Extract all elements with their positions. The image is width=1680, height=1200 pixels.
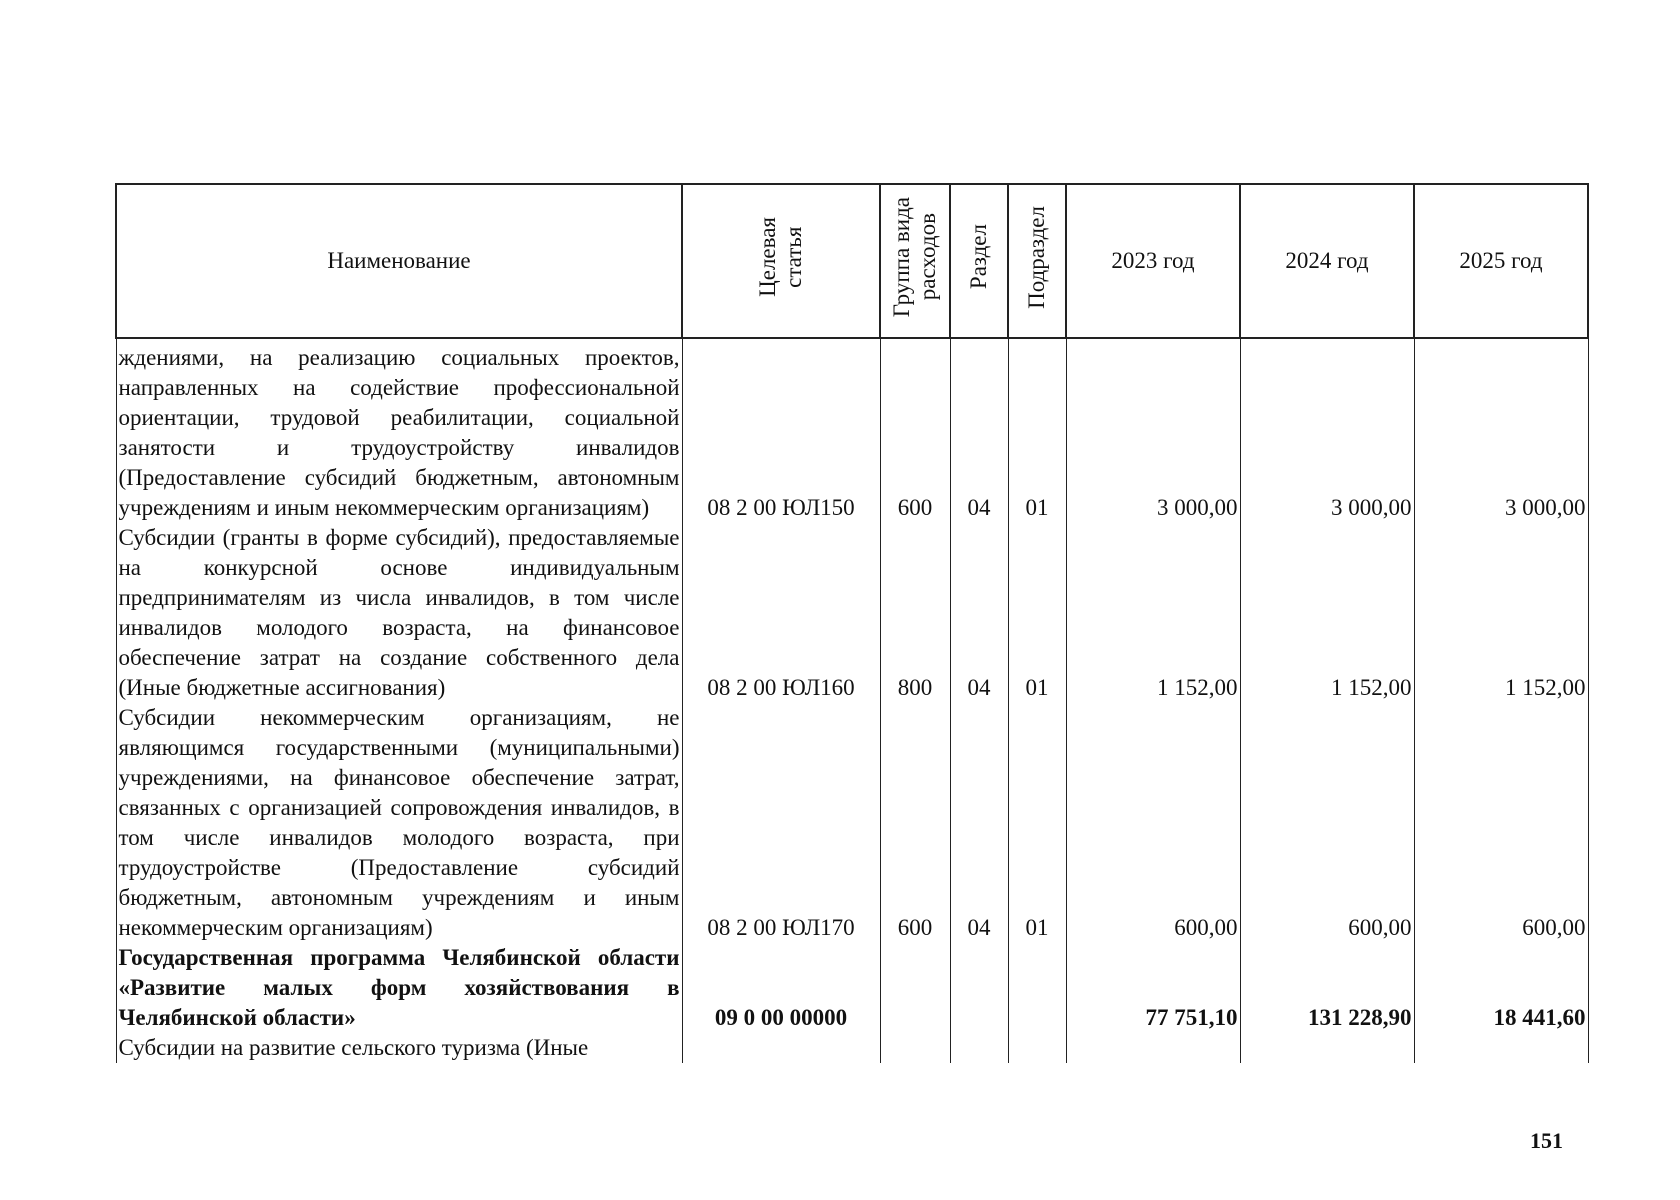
- row-value-2025: [1414, 1033, 1588, 1063]
- table-header-row: [116, 184, 1588, 338]
- row-target-article: 09 0 00 00000: [682, 943, 880, 1033]
- row-value-2023: 600,00: [1066, 703, 1240, 943]
- row-name: Субсидии (гранты в форме субсидий), предоставляемые на конкурсной основе индивидуальным предпринимателям из числа инвалидов, в том числе инвалидов молодого возраста, на финансовое обеспечение затрат на создание собственного дела (Иные бюджетные ассигнования): [116, 523, 682, 703]
- row-name: Государственная программа Челябинской области «Развитие малых форм хозяйствования в Челябинской области»: [116, 943, 682, 1033]
- table-row: [116, 343, 1588, 523]
- header-year-2025: 2025 год: [1414, 184, 1588, 338]
- row-section: [950, 1033, 1008, 1063]
- row-target-article: [682, 1033, 880, 1063]
- table-row: [116, 703, 1588, 943]
- budget-table-sheet: [115, 183, 1587, 1103]
- row-value-2024: 1 152,00: [1240, 523, 1414, 703]
- row-value-2024: 3 000,00: [1240, 343, 1414, 523]
- row-value-2024: [1240, 1033, 1414, 1063]
- header-year-2024: 2024 год: [1240, 184, 1414, 338]
- row-target-article: 08 2 00 ЮЛ160: [682, 523, 880, 703]
- row-value-2025: 1 152,00: [1414, 523, 1588, 703]
- row-value-2025: 600,00: [1414, 703, 1588, 943]
- header-expense-group: Группа вида расходов: [880, 184, 950, 338]
- header-name: Наименование: [116, 184, 682, 338]
- header-target-article: Целевая статья: [682, 184, 880, 338]
- row-value-2023: 77 751,10: [1066, 943, 1240, 1033]
- row-expense-group: 600: [880, 343, 950, 523]
- header-year-2023: 2023 год: [1066, 184, 1240, 338]
- row-section: 04: [950, 703, 1008, 943]
- row-subsection: 01: [1008, 523, 1066, 703]
- row-expense-group: 800: [880, 523, 950, 703]
- table-row-program-total: [116, 943, 1588, 1033]
- row-value-2023: [1066, 1033, 1240, 1063]
- row-section: 04: [950, 523, 1008, 703]
- row-value-2024: 600,00: [1240, 703, 1414, 943]
- row-expense-group: [880, 1033, 950, 1063]
- row-name: ждениями, на реализацию социальных проектов, направленных на содействие профессиональной ориентации, трудовой реабилитации, социальной занятости и трудоустройству инвалидов (Предоставление субсидий бюджетным, автономным учреждениям и иным некоммерческим организациям): [116, 343, 682, 523]
- row-subsection: [1008, 943, 1066, 1033]
- row-expense-group: [880, 943, 950, 1033]
- row-name: Субсидии на развитие сельского туризма (Иные: [116, 1033, 682, 1063]
- row-value-2025: 18 441,60: [1414, 943, 1588, 1033]
- row-subsection: [1008, 1033, 1066, 1063]
- page-number: 151: [1530, 1128, 1563, 1153]
- row-target-article: 08 2 00 ЮЛ170: [682, 703, 880, 943]
- row-section: [950, 943, 1008, 1033]
- table-row: [116, 523, 1588, 703]
- row-value-2024: 131 228,90: [1240, 943, 1414, 1033]
- row-value-2025: 3 000,00: [1414, 343, 1588, 523]
- row-expense-group: 600: [880, 703, 950, 943]
- header-section: Раздел: [950, 184, 1008, 338]
- row-subsection: 01: [1008, 343, 1066, 523]
- row-name: Субсидии некоммерческим организациям, не являющимся государственными (муниципальными) учреждениями, на финансовое обеспечение затрат, связанных с организацией сопровождения инвалидов, в том числе инвалидов молодого возраста, при трудоустройстве (Предоставление субсидий бюджетным, автономным учреждениям и иным некоммерческим организациям): [116, 703, 682, 943]
- header-subsection: Подраздел: [1008, 184, 1066, 338]
- row-value-2023: 3 000,00: [1066, 343, 1240, 523]
- budget-table: [115, 183, 1589, 1063]
- table-row: [116, 1033, 1588, 1063]
- row-target-article: 08 2 00 ЮЛ150: [682, 343, 880, 523]
- row-value-2023: 1 152,00: [1066, 523, 1240, 703]
- row-subsection: 01: [1008, 703, 1066, 943]
- row-section: 04: [950, 343, 1008, 523]
